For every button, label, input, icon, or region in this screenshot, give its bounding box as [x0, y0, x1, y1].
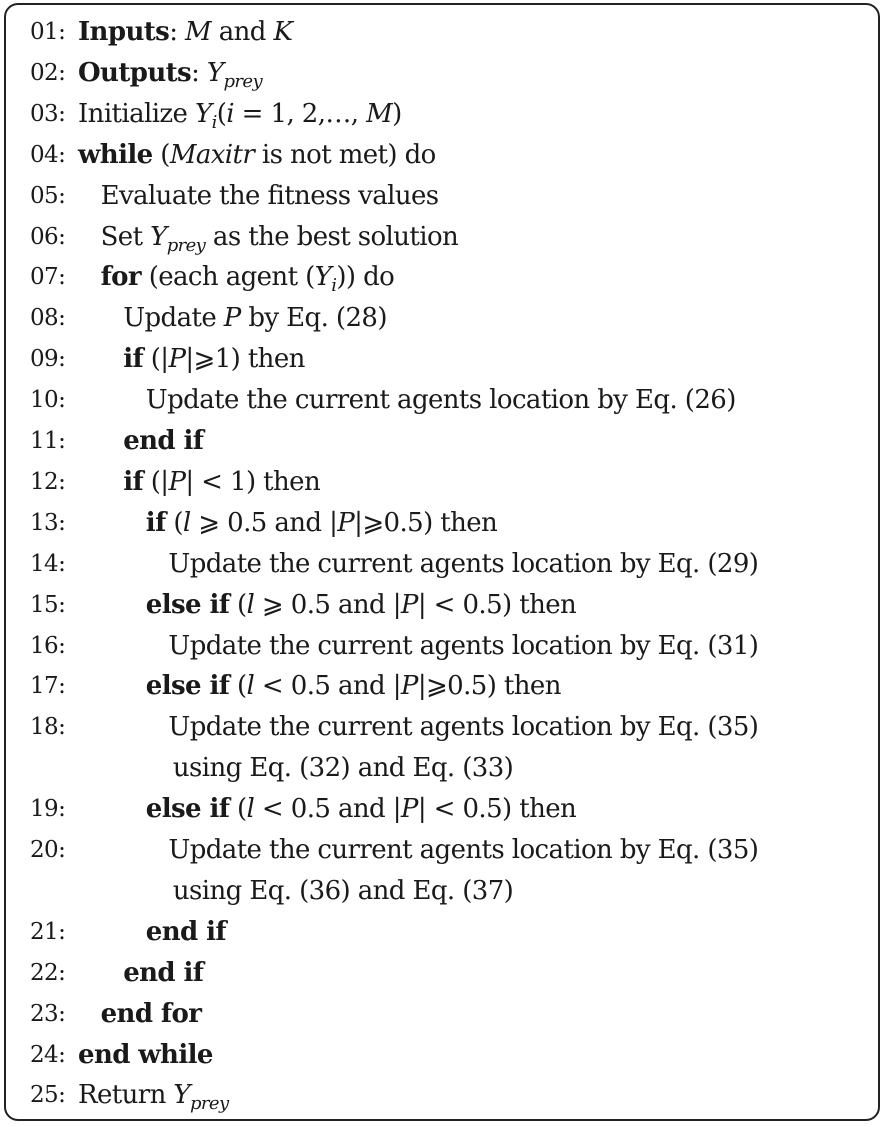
- line-number: 24:: [30, 1041, 66, 1068]
- text: (each agent (: [141, 262, 315, 293]
- keyword: if: [123, 344, 144, 375]
- math-symbol: M: [185, 17, 212, 47]
- text: (: [229, 794, 247, 825]
- text: Evaluate the fitness values: [100, 180, 439, 211]
- text: using Eq. (36) and Eq. (37): [172, 875, 514, 906]
- text: as the best solution: [205, 221, 459, 252]
- math-symbol: Y: [314, 262, 332, 293]
- text: :: [191, 57, 207, 88]
- math-symbol: K: [273, 17, 293, 47]
- text: | < 0.5) then: [417, 794, 577, 825]
- math-symbol: M: [366, 98, 393, 129]
- text: (|: [143, 466, 169, 497]
- text: ): [392, 98, 402, 129]
- line-number: 02:: [30, 59, 66, 86]
- line-number: 06:: [30, 223, 66, 250]
- text: Update the current agents location by Eq. (35): [168, 712, 759, 743]
- math-symbol: Y: [150, 221, 167, 252]
- keyword: else if: [145, 671, 230, 702]
- text: using Eq. (32) and Eq. (33): [172, 753, 514, 784]
- text: Initialize: [78, 98, 195, 129]
- text: Update: [123, 303, 224, 334]
- line-text: [78, 1075, 229, 1124]
- text: (: [216, 98, 227, 129]
- line-number: 10:: [30, 387, 66, 414]
- math-symbol: P: [168, 466, 186, 497]
- line-text: [146, 380, 736, 420]
- line-number: 09:: [30, 346, 66, 373]
- keyword: if: [145, 507, 166, 538]
- text: (: [229, 589, 247, 620]
- line-text: [146, 585, 576, 625]
- line-text: [123, 953, 203, 993]
- keyword: Outputs: [78, 57, 192, 88]
- text: | < 0.5) then: [417, 589, 577, 620]
- math-symbol: P: [400, 671, 418, 702]
- text: Return: [78, 1080, 174, 1111]
- line-text: [101, 994, 202, 1034]
- keyword: while: [78, 139, 153, 170]
- text: and: [211, 17, 274, 47]
- line-text: [146, 789, 576, 829]
- text: < 0.5 and |: [254, 671, 401, 702]
- line-text: [146, 503, 497, 543]
- line-text: [78, 12, 292, 52]
- line-text: [123, 339, 305, 379]
- math-symbol: i: [211, 111, 217, 133]
- text: ⩾ 0.5 and |: [254, 589, 401, 620]
- math-symbol: P: [168, 344, 186, 375]
- line-text: [78, 1035, 213, 1075]
- text: |⩾0.5) then: [354, 507, 498, 538]
- line-number: 07:: [30, 264, 66, 291]
- keyword: else if: [145, 589, 230, 620]
- math-symbol: i: [226, 98, 234, 129]
- line-number: 11:: [30, 428, 66, 454]
- math-symbol: l: [182, 507, 191, 538]
- line-text: [146, 666, 561, 706]
- line-text: [168, 626, 758, 666]
- keyword: if: [123, 466, 144, 497]
- line-number: 19:: [30, 796, 66, 823]
- math-symbol: prey: [189, 1093, 229, 1115]
- keyword: else if: [145, 794, 230, 825]
- line-text: [78, 135, 436, 175]
- text: (: [152, 139, 170, 170]
- line-number: 15:: [30, 591, 66, 618]
- text: Set: [100, 221, 151, 252]
- line-number: 04:: [30, 141, 66, 168]
- line-number: 14:: [30, 550, 66, 577]
- math-symbol: Y: [206, 57, 224, 88]
- text: Update the current agents location by Eq. (26): [145, 385, 736, 416]
- keyword: Inputs: [78, 17, 170, 47]
- line-number: 12:: [30, 468, 66, 495]
- line-number: 13:: [30, 509, 66, 536]
- line-number: 20:: [30, 837, 66, 863]
- math-symbol: P: [223, 303, 241, 334]
- line-number: 08:: [30, 305, 66, 332]
- line-text: [168, 707, 758, 747]
- line-number: 22:: [30, 959, 66, 986]
- text: by Eq. (28): [240, 303, 387, 334]
- math-symbol: Maxitr: [169, 139, 255, 170]
- math-symbol: l: [246, 794, 255, 825]
- keyword: end if: [123, 957, 204, 988]
- line-text: [168, 830, 758, 870]
- math-symbol: P: [337, 507, 355, 538]
- text: is not met) do: [254, 139, 436, 170]
- math-symbol: Y: [173, 1080, 190, 1111]
- keyword: end for: [100, 998, 202, 1029]
- text: Update the current agents location by Eq. (35): [168, 835, 759, 865]
- line-number: 01:: [30, 19, 66, 45]
- text: = 1, 2,…,: [234, 98, 367, 129]
- keyword: for: [100, 262, 142, 293]
- math-symbol: prey: [166, 234, 206, 256]
- line-text: [101, 176, 439, 216]
- line-number: 18:: [30, 714, 66, 741]
- keyword: end if: [145, 916, 226, 947]
- text: (|: [143, 344, 169, 375]
- line-number: 05:: [30, 182, 66, 209]
- line-text: [173, 871, 513, 911]
- text: ⩾ 0.5 and |: [190, 507, 338, 538]
- math-symbol: P: [400, 589, 418, 620]
- text: :: [169, 17, 186, 47]
- text: |⩾0.5) then: [417, 671, 561, 702]
- keyword: end while: [78, 1039, 213, 1070]
- text: Update the current agents location by Eq. (31): [168, 630, 759, 661]
- math-symbol: l: [246, 671, 255, 702]
- line-number: 17:: [30, 673, 66, 700]
- line-text: [173, 748, 513, 788]
- keyword: end if: [123, 426, 204, 456]
- math-symbol: Y: [194, 98, 212, 129]
- line-number: 03:: [30, 100, 66, 127]
- line-text: [123, 462, 320, 502]
- math-symbol: prey: [223, 70, 263, 92]
- text: < 0.5 and |: [254, 794, 401, 825]
- line-number: 25:: [30, 1082, 66, 1109]
- line-number: 21:: [30, 918, 66, 945]
- text: )) do: [336, 262, 395, 293]
- text: |⩾1) then: [185, 344, 305, 375]
- line-text: [168, 544, 758, 584]
- line-number: 16:: [30, 632, 66, 659]
- line-text: [123, 421, 203, 461]
- text: Update the current agents location by Eq. (29): [168, 548, 759, 579]
- text: (: [229, 671, 247, 702]
- text: (: [165, 507, 183, 538]
- line-text: [123, 298, 387, 338]
- math-symbol: P: [400, 794, 418, 825]
- text: | < 1) then: [185, 466, 321, 497]
- math-symbol: i: [331, 275, 337, 297]
- line-number: 23:: [30, 1000, 66, 1027]
- line-text: [146, 912, 226, 952]
- math-symbol: l: [246, 589, 255, 620]
